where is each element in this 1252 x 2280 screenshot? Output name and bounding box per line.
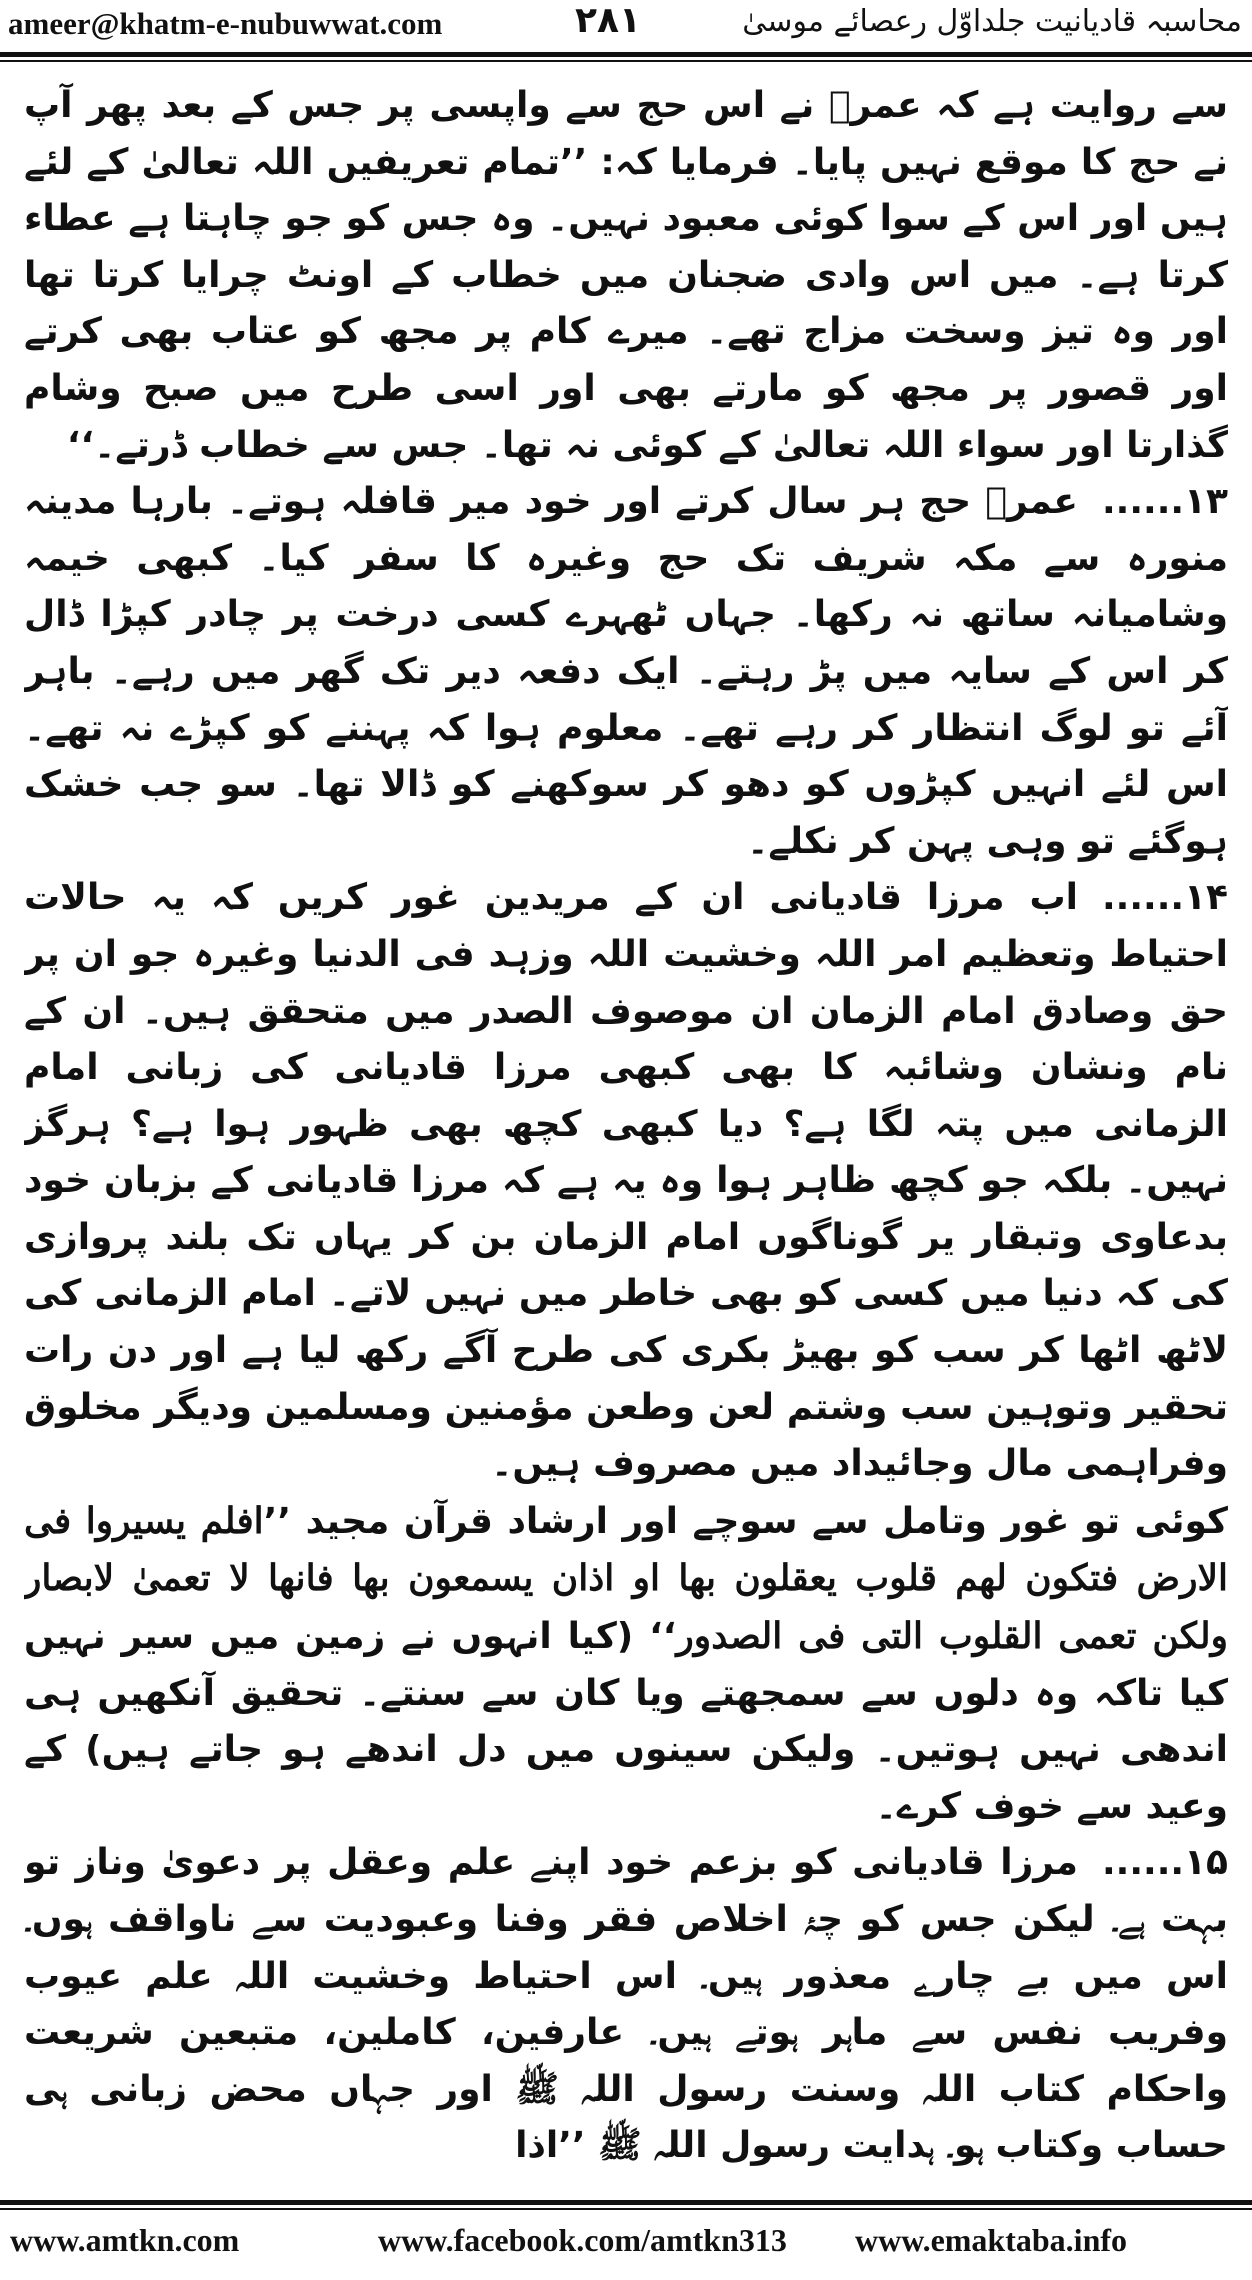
quran-paragraph [24, 1493, 1228, 1836]
item-number: ۱۵...... [1101, 1842, 1228, 1884]
footer-rule-thick [0, 2200, 1252, 2205]
item-13 [24, 474, 1228, 870]
footer-link-amtkn[interactable]: www.amtkn.com [10, 2222, 240, 2258]
quran-translation: ‘‘ (کیا انہوں نے زمین میں سیر نہیں کیا تاکہ وہ دلوں سے سمجھتے ویا کان سے سنتے۔ تحقیق آنکھیں ہی اندھی نہیں ہوتیں۔ ولیکن سینوں میں دل اندھے ہو جاتے ہیں) کے وعید سے خوف کرے۔ [24, 1616, 1228, 1827]
footer-link-facebook[interactable]: www.facebook.com/amtkn313 [378, 2222, 787, 2258]
page-header [0, 0, 1252, 60]
item-number: ۱۴...... [1101, 877, 1228, 919]
book-title: محاسبہ قادیانیت جلداوّل رعصائے موسیٰ [742, 4, 1242, 39]
item-text: اب مرزا قادیانی ان کے مریدین غور کریں کہ یہ حالات احتیاط وتعظیم امر اللہ وخشیت اللہ وزہد فی الدنیا وغیرہ جو ان پر حق وصادق امام الزمان ان موصوف الصدر میں متحقق ہیں۔ ان کے نام ونشان وشائبہ کا بھی کبھی مرزا قادیانی کی زبانی امام الزمانی میں پتہ لگا ہے؟ دیا کبھی کچھ بھی ظہور ہوا ہے؟ ہرگز نہیں۔ بلکہ جو کچھ ظاہر ہوا وہ یہ ہے کہ مرزا قادیانی کے بزبان خود بدعاوی وتبقار یر گوناگوں امام الزمان بن کر یہاں تک بلند پروازی کی کہ دنیا میں کسی کو بھی خاطر میں نہیں لاتے۔ امام الزمانی کی لاٹھ اٹھا کر سب کو بھیڑ بکری کی طرح آگے رکھ لیا ہے اور دن رات تحقیر وتوہین سب وشتم لعن وطعن مؤمنین ومسلمین ودیگر مخلوق وفراہمی مال وجائیداد میں مصروف ہیں۔ [24, 877, 1228, 1485]
header-rule-thick [0, 52, 1252, 57]
item-15 [24, 1835, 1228, 2175]
page-number: ۲۸۱ [575, 0, 641, 41]
item-text: عمرؓ حج ہر سال کرتے اور خود میر قافلہ ہوتے۔ بارہا مدینہ منورہ سے مکہ شریف تک حج وغیرہ کا سفر کیا۔ کبھی خیمہ وشامیانہ ساتھ نہ رکھا۔ جہاں ٹھہرے کسی درخت پر چادر کپڑا ڈال کر اس کے سایہ میں پڑ رہتے۔ ایک دفعہ دیر تک گھر میں رہے۔ باہر آئے تو لوگ انتظار کر رہے تھے۔ معلوم ہوا کہ پہننے کو کپڑے نہ تھے۔ اس لئے انہیں کپڑوں کو دھو کر سوکھنے کو ڈالا تھا۔ سو جب خشک ہوگئے تو وہی پہن کر نکلے۔ [24, 481, 1228, 862]
item-number: ۱۳...... [1101, 481, 1228, 523]
page-footer [0, 2222, 1252, 2272]
quran-lead: کوئی تو غور وتامل سے سوچے اور ارشاد قرآن مجید ’’ [263, 1500, 1228, 1542]
footer-rule-thin [0, 2208, 1252, 2210]
header-email[interactable]: ameer@khatm-e-nubuwwat.com [8, 6, 443, 41]
item-14 [24, 870, 1228, 1493]
page-body [24, 78, 1228, 2188]
header-rule-thin [0, 60, 1252, 62]
quran-verse: افلم یسیروا فی الارض فتکون لھم قلوب یعقلون بھا او اذان یسمعون بھا فانھا لا تعمیٰ لابصار ولکن تعمی القلوب التی فی الصدور [24, 1499, 1228, 1658]
paragraph-intro: سے روایت ہے کہ عمرؓ نے اس حج سے واپسی پر جس کے بعد پھر آپ نے حج کا موقع نہیں پایا۔ فرمایا کہ: ’’تمام تعریفیں اللہ تعالیٰ کے لئے ہیں اور اس کے سوا کوئی معبود نہیں۔ وہ جس کو جو چاہتا ہے عطاء کرتا ہے۔ میں اس وادی ضجنان میں خطاب کے اونٹ چرایا کرتا تھا اور وہ تیز وسخت مزاج تھے۔ میرے کام پر مجھ کو عتاب بھی کرتے اور قصور پر مجھ کو مارتے بھی اور اسی طرح میں صبح وشام گذارتا اور سواء اللہ تعالیٰ کے کوئی نہ تھا۔ جس سے خطاب ڈرتے۔‘‘ [24, 85, 1228, 466]
footer-link-emaktaba[interactable]: www.emaktaba.info [855, 2222, 1128, 2258]
item-text: مرزا قادیانی کو بزعم خود اپنے علم وعقل پر دعویٰ وناز تو بہت ہے۔ لیکن جس کو چۂ اخلاص فقر وفنا وعبودیت سے ناواقف ہوں۔ اس میں بے چارے معذور ہیں۔ اس احتیاط وخشیت اللہ علم عیوب وفریب نفس سے ماہر ہوتے ہیں۔ عارفین، کاملین، متبعین شریعت واحکام کتاب اللہ وسنت رسول اللہ ﷺ اور جہاں محض زبانی ہی حساب وکتاب ہو۔ ہدایت رسول اللہ ﷺ ’’اذا [24, 1842, 1228, 2167]
